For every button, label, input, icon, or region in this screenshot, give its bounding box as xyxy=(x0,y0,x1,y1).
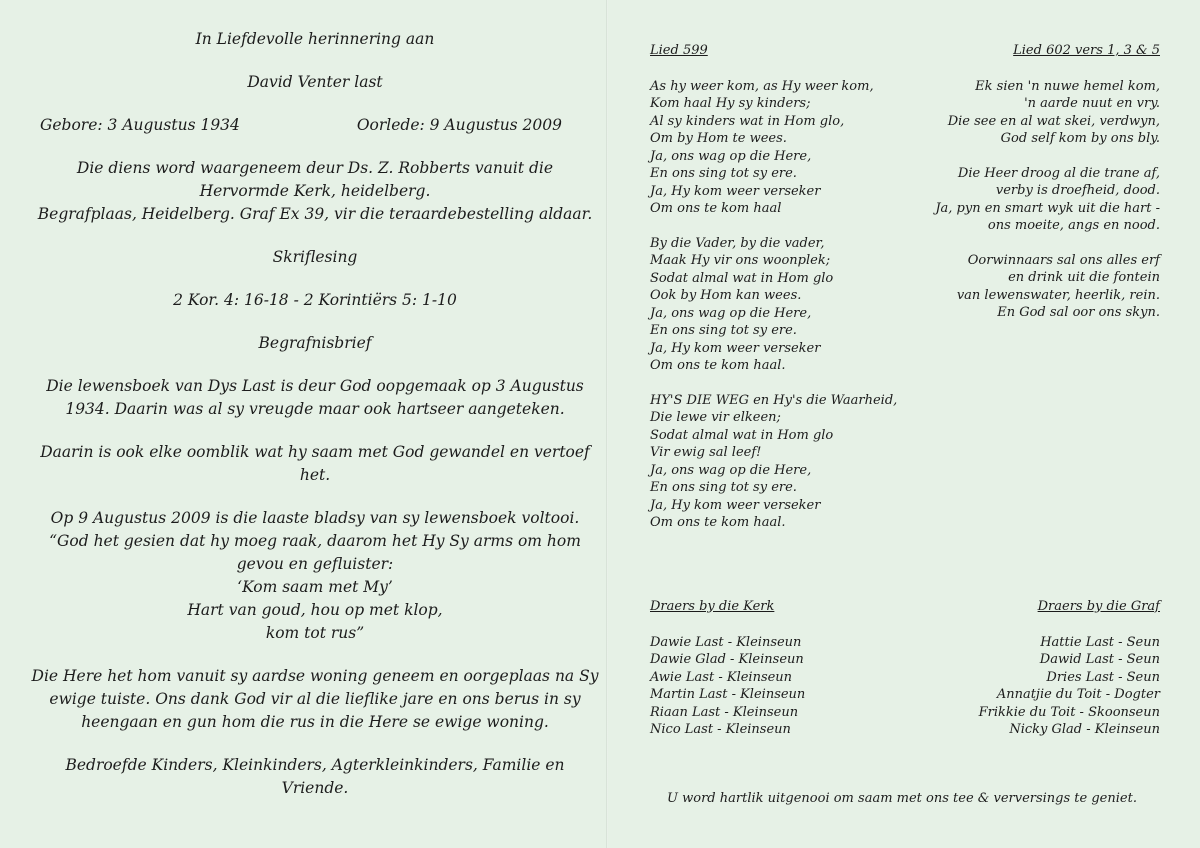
verse-line: Kom haal Hy sy kinders; xyxy=(650,96,811,111)
stanza xyxy=(900,252,1160,322)
verse-line: Om ons te kom haal. xyxy=(650,358,786,373)
verse-line: Die lewe vir elkeen; xyxy=(650,410,781,425)
bearer-name: Dawid Last - Seun xyxy=(1039,652,1160,667)
bearer-name: Riaan Last - Kleinseun xyxy=(650,704,799,720)
intro-line: In Liefdevolle herinnering aan xyxy=(195,30,435,48)
burial-text: Begrafplaas, Heidelberg. Graf Ex 39, vir die teraardebestelling aldaar. xyxy=(37,205,593,223)
verse-line: Ja, ons wag op die Here, xyxy=(650,305,812,321)
stanza xyxy=(900,78,1160,148)
birth-date: Gebore: 3 Augustus 1934 xyxy=(40,116,240,134)
verse-line: Ja, Hy kom weer verseker xyxy=(650,340,821,356)
bearer-name: Nicky Glad - Kleinseun xyxy=(1009,722,1160,737)
letter-paragraph-4: Die Here het hom vanuit sy aardse woning geneem en oorgeplaas na Sy ewige tuiste. Ons dank God vir al die lieflike jare en ons berus in sy heengaan en gun hom die rus in die Here se ewige woning. xyxy=(31,667,599,731)
bearer-name: Frikkie du Toit - Skoonseun xyxy=(978,704,1160,720)
verse-line: Vir ewig sal leef! xyxy=(650,445,762,460)
bearer-name: Dawie Last - Kleinseun xyxy=(650,634,802,650)
letter-paragraph-3: Op 9 Augustus 2009 is die laaste bladsy van sy lewensboek voltooi. xyxy=(50,509,580,527)
church-bearers-list xyxy=(650,634,910,739)
service-text: Die diens word waargeneem deur Ds. Z. Robberts vanuit die Hervormde Kerk, heidelberg. xyxy=(76,159,554,200)
bearer-name: Awie Last - Kleinseun xyxy=(650,669,793,685)
bearer-name: Dawie Glad - Kleinseun xyxy=(650,652,804,667)
verse-line: Die Heer droog al die trane af, xyxy=(957,165,1160,181)
hymn-602 xyxy=(900,42,1160,339)
verse-line: En ons sing tot sy ere. xyxy=(650,166,797,181)
verse-line: HY'S DIE WEG en Hy's die Waarheid, xyxy=(650,392,898,408)
verse-line: Al sy kinders wat in Hom glo, xyxy=(650,113,845,129)
stanza xyxy=(650,392,950,532)
verse-line: Ja, Hy kom weer verseker xyxy=(650,497,821,513)
verse-line: Ja, ons wag op die Here, xyxy=(650,148,812,164)
verse-line: Maak Hy vir ons woonplek; xyxy=(650,253,831,268)
verse-line: ons moeite, angs en nood. xyxy=(987,218,1160,233)
letter-heading: Begrafnisbrief xyxy=(258,334,372,352)
verse-line: Om by Hom te wees. xyxy=(650,131,787,146)
verse-line: Die see en al wat skei, verdwyn, xyxy=(947,113,1160,129)
hymn-602-title: Lied 602 vers 1, 3 & 5 xyxy=(1013,43,1160,58)
verse-line: Oorwinnaars sal ons alles erf xyxy=(967,252,1160,268)
deceased-name: David Venter last xyxy=(247,73,383,91)
verse-line: God self kom by ons bly. xyxy=(1000,131,1160,146)
left-page xyxy=(30,28,600,800)
verse-line: Ja, ons wag op die Here, xyxy=(650,462,812,478)
scripture-reference: 2 Kor. 4: 16-18 - 2 Korintiërs 5: 1-10 xyxy=(173,291,457,309)
verse-line: Sodat almal wat in Hom glo xyxy=(650,427,834,443)
verse-line: 'n aarde nuut en vry. xyxy=(1024,96,1160,111)
verse-line: Ja, pyn en smart wyk uit die hart - xyxy=(935,200,1160,216)
verse-line: En ons sing tot sy ere. xyxy=(650,323,797,338)
quote-line-1: “God het gesien dat hy moeg raak, daarom het Hy Sy arms om hom gevou en gefluister: xyxy=(49,532,581,573)
scripture-heading: Skriflesing xyxy=(272,248,358,266)
verse-line: Ook by Hom kan wees. xyxy=(650,288,802,303)
verse-line: Ek sien 'n nuwe hemel kom, xyxy=(975,78,1160,94)
grave-bearers-title: Draers by die Graf xyxy=(1037,599,1160,614)
invitation-line: U word hartlik uitgenooi om saam met ons tee & verversings te geniet. xyxy=(667,791,1137,806)
verse-line: Ja, Hy kom weer verseker xyxy=(650,183,821,199)
verse-line: Om ons te kom haal xyxy=(650,201,782,216)
letter-paragraph-2: Daarin is ook elke oomblik wat hy saam met God gewandel en vertoef het. xyxy=(40,443,590,484)
closing-line: Bedroefde Kinders, Kleinkinders, Agterkleinkinders, Familie en Vriende. xyxy=(65,756,565,797)
stanza xyxy=(900,165,1160,235)
hymn-602-verses xyxy=(900,78,1160,322)
verse-line: Sodat almal wat in Hom glo xyxy=(650,270,834,286)
church-bearers-title: Draers by die Kerk xyxy=(650,599,775,614)
verse-line: verby is droefheid, dood. xyxy=(995,183,1160,198)
verse-line: en drink uit die fontein xyxy=(1008,270,1160,285)
quote-line-3: Hart van goud, hou op met klop, xyxy=(187,601,443,619)
bearer-name: Nico Last - Kleinseun xyxy=(650,722,791,737)
dates-row xyxy=(30,114,600,137)
bearer-name: Dries Last - Seun xyxy=(1046,669,1160,685)
letter-paragraph-1: Die lewensboek van Dys Last is deur God oopgemaak op 3 Augustus 1934. Daarin was al sy vreugde maar ook hartseer aangeteken. xyxy=(46,377,584,418)
grave-bearers-list xyxy=(900,634,1160,739)
bearer-name: Martin Last - Kleinseun xyxy=(650,687,806,702)
quote-line-2: ‘Kom saam met My’ xyxy=(237,578,393,596)
grave-bearers xyxy=(900,598,1160,739)
death-date: Oorlede: 9 Augustus 2009 xyxy=(356,116,562,134)
verse-line: van lewenswater, heerlik, rein. xyxy=(956,287,1160,303)
verse-line: En ons sing tot sy ere. xyxy=(650,480,797,495)
hymn-599-title: Lied 599 xyxy=(650,43,708,58)
verse-line: Om ons te kom haal. xyxy=(650,515,786,530)
bearer-name: Hattie Last - Seun xyxy=(1040,634,1160,650)
verse-line: By die Vader, by die vader, xyxy=(650,235,825,251)
verse-line: As hy weer kom, as Hy weer kom, xyxy=(650,78,874,94)
bearer-name: Annatjie du Toit - Dogter xyxy=(996,687,1160,702)
verse-line: En God sal oor ons skyn. xyxy=(997,305,1160,320)
page-fold xyxy=(606,0,608,848)
church-bearers xyxy=(650,598,910,739)
quote-line-4: kom tot rus” xyxy=(265,624,365,642)
